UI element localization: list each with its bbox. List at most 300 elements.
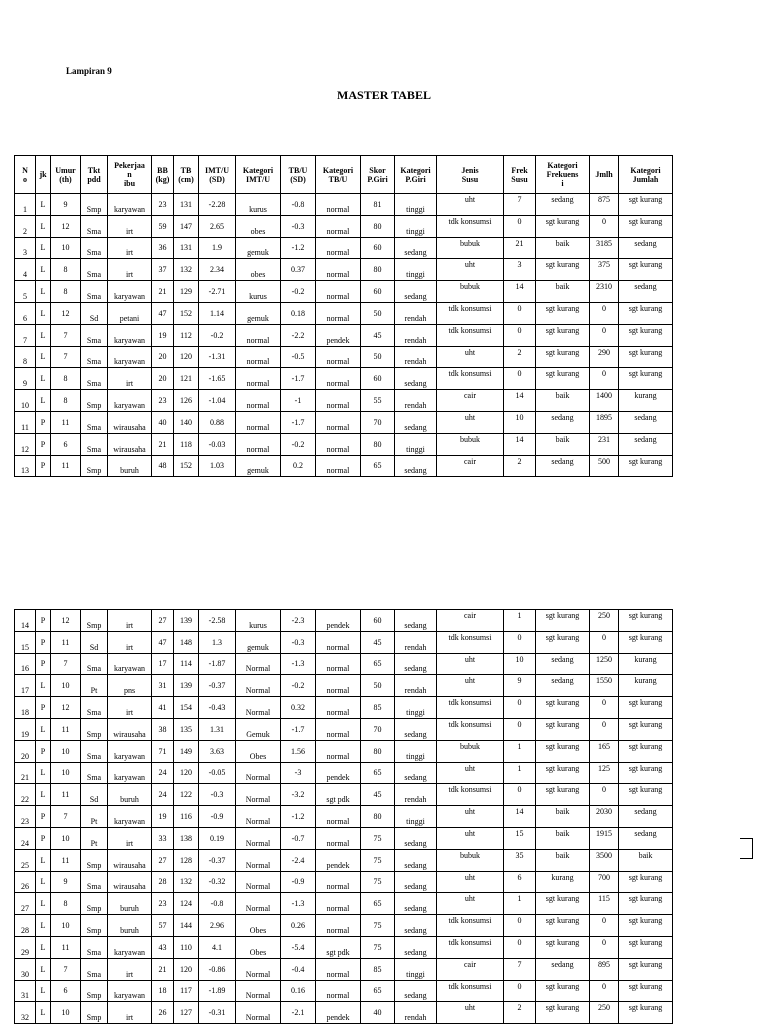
cell-kategori-tb-u: normal [316, 631, 361, 653]
cell-kategori-tb-u: normal [316, 302, 361, 324]
cell-tb: 116 [174, 806, 199, 828]
cell-kategori-p-giri: sedang [395, 871, 437, 893]
cell-overflow-border [740, 838, 753, 859]
cell-kategori-imt-u: normal [236, 433, 281, 455]
cell-jk: P [36, 740, 51, 762]
cell-kategori-frekuensi: sgt kurang [536, 631, 590, 653]
cell-pekerjaan-ibu: wirausaha [108, 849, 152, 871]
cell-pekerjaan-ibu: wirausaha [108, 411, 152, 433]
cell-skor-p-giri: 70 [361, 718, 395, 740]
cell-jk: P [36, 697, 51, 719]
cell-jmlh: 250 [590, 1002, 619, 1024]
cell-pekerjaan-ibu: karyawan [108, 762, 152, 784]
cell-imt-u: -0.9 [199, 806, 236, 828]
cell-skor-p-giri: 40 [361, 1002, 395, 1024]
cell-bb: 48 [152, 455, 174, 477]
cell-jenis-susu: bubuk [437, 237, 504, 259]
cell-kategori-imt-u: Normal [236, 653, 281, 675]
cell-kategori-p-giri: sedang [395, 980, 437, 1002]
cell-jenis-susu: tdk konsumsi [437, 697, 504, 719]
cell-bb: 21 [152, 281, 174, 303]
header-umur: Umur (th) [51, 156, 81, 194]
cell-umur: 11 [51, 455, 81, 477]
cell-kategori-imt-u: gemuk [236, 631, 281, 653]
cell-kategori-tb-u: normal [316, 827, 361, 849]
cell-kategori-tb-u: pendek [316, 324, 361, 346]
cell-bb: 47 [152, 631, 174, 653]
table-row [15, 302, 673, 324]
cell-pekerjaan-ibu: karyawan [108, 194, 152, 216]
cell-jk: L [36, 958, 51, 980]
header-jk: jk [36, 156, 51, 194]
table-row [15, 784, 673, 806]
table-row [15, 653, 673, 675]
cell-kategori-imt-u: gemuk [236, 455, 281, 477]
cell-skor-p-giri: 75 [361, 915, 395, 937]
cell-frek-susu: 14 [504, 281, 536, 303]
cell-kategori-frekuensi: baik [536, 806, 590, 828]
cell-tb: 147 [174, 215, 199, 237]
cell-jk: L [36, 784, 51, 806]
cell-frek-susu: 14 [504, 433, 536, 455]
cell-bb: 27 [152, 610, 174, 632]
cell-tkt-pdd: Sd [81, 784, 108, 806]
cell-frek-susu: 9 [504, 675, 536, 697]
cell-imt-u: 1.31 [199, 718, 236, 740]
cell-jk: L [36, 368, 51, 390]
cell-tb-u: -2.1 [281, 1002, 316, 1024]
cell-jenis-susu: tdk konsumsi [437, 324, 504, 346]
cell-pekerjaan-ibu: irt [108, 1002, 152, 1024]
cell-imt-u: -0.3 [199, 784, 236, 806]
cell-jk: L [36, 980, 51, 1002]
page-title: MASTER TABEL [337, 88, 431, 102]
cell-kategori-tb-u: normal [316, 215, 361, 237]
cell-tb: 120 [174, 958, 199, 980]
cell-pekerjaan-ibu: irt [108, 610, 152, 632]
cell-jk: L [36, 849, 51, 871]
cell-frek-susu: 0 [504, 215, 536, 237]
cell-jmlh: 290 [590, 346, 619, 368]
cell-tb-u: -1 [281, 390, 316, 412]
cell-jenis-susu: uht [437, 675, 504, 697]
cell-kategori-frekuensi: sgt kurang [536, 215, 590, 237]
cell-tkt-pdd: Sma [81, 411, 108, 433]
cell-kategori-imt-u: gemuk [236, 302, 281, 324]
cell-kategori-tb-u: normal [316, 259, 361, 281]
cell-kategori-p-giri: sedang [395, 936, 437, 958]
cell-tb: 139 [174, 610, 199, 632]
cell-jmlh: 0 [590, 784, 619, 806]
cell-kategori-imt-u: normal [236, 324, 281, 346]
cell-kategori-jumlah: sgt kurang [619, 324, 673, 346]
cell-kategori-imt-u: obes [236, 215, 281, 237]
cell-kategori-imt-u: Normal [236, 871, 281, 893]
table-row [15, 631, 673, 653]
cell-jmlh: 0 [590, 697, 619, 719]
header-jmlh: Jmlh [590, 156, 619, 194]
cell-jmlh: 1550 [590, 675, 619, 697]
cell-tb: 132 [174, 259, 199, 281]
cell-jenis-susu: cair [437, 390, 504, 412]
cell-no: 2 [15, 215, 36, 237]
cell-jk: L [36, 346, 51, 368]
table-row [15, 827, 673, 849]
cell-umur: 8 [51, 281, 81, 303]
cell-kategori-tb-u: normal [316, 390, 361, 412]
cell-kategori-imt-u: Normal [236, 958, 281, 980]
cell-jmlh: 125 [590, 762, 619, 784]
header-kategori-frekuensi: Kategori Frekuens i [536, 156, 590, 194]
cell-kategori-frekuensi: sgt kurang [536, 368, 590, 390]
cell-jenis-susu: uht [437, 762, 504, 784]
cell-tb-u: -0.3 [281, 631, 316, 653]
cell-imt-u: -0.03 [199, 433, 236, 455]
cell-tb: 138 [174, 827, 199, 849]
cell-kategori-p-giri: tinggi [395, 740, 437, 762]
cell-kategori-jumlah: sedang [619, 433, 673, 455]
header-kategori-jumlah: Kategori Jumlah [619, 156, 673, 194]
cell-jmlh: 0 [590, 980, 619, 1002]
cell-bb: 18 [152, 980, 174, 1002]
cell-kategori-jumlah: sgt kurang [619, 631, 673, 653]
cell-jmlh: 3500 [590, 849, 619, 871]
cell-jenis-susu: bubuk [437, 849, 504, 871]
cell-tkt-pdd: Pt [81, 806, 108, 828]
cell-no: 5 [15, 281, 36, 303]
cell-bb: 27 [152, 849, 174, 871]
cell-no: 1 [15, 194, 36, 216]
cell-tb-u: -1.2 [281, 806, 316, 828]
cell-no: 27 [15, 893, 36, 915]
cell-tkt-pdd: Smp [81, 893, 108, 915]
cell-tb: 127 [174, 1002, 199, 1024]
table-row [15, 610, 673, 632]
cell-kategori-p-giri: rendah [395, 1002, 437, 1024]
cell-jenis-susu: tdk konsumsi [437, 368, 504, 390]
cell-tkt-pdd: Pt [81, 827, 108, 849]
cell-tkt-pdd: Sma [81, 259, 108, 281]
cell-jenis-susu: tdk konsumsi [437, 980, 504, 1002]
cell-kategori-tb-u: sgt pdk [316, 936, 361, 958]
cell-kategori-jumlah: sgt kurang [619, 610, 673, 632]
cell-tb-u: 0.37 [281, 259, 316, 281]
cell-imt-u: -0.43 [199, 697, 236, 719]
cell-bb: 23 [152, 893, 174, 915]
cell-no: 26 [15, 871, 36, 893]
table-row [15, 237, 673, 259]
cell-kategori-imt-u: Normal [236, 697, 281, 719]
cell-jmlh: 0 [590, 368, 619, 390]
cell-tkt-pdd: Sd [81, 302, 108, 324]
cell-tb-u: -1.2 [281, 237, 316, 259]
cell-jenis-susu: cair [437, 455, 504, 477]
cell-kategori-frekuensi: sedang [536, 194, 590, 216]
header-tkt-pdd: Tkt pdd [81, 156, 108, 194]
cell-pekerjaan-ibu: irt [108, 631, 152, 653]
cell-jenis-susu: bubuk [437, 433, 504, 455]
cell-tb: 132 [174, 871, 199, 893]
cell-kategori-tb-u: normal [316, 675, 361, 697]
cell-kategori-p-giri: sedang [395, 610, 437, 632]
cell-jk: L [36, 259, 51, 281]
cell-umur: 9 [51, 194, 81, 216]
cell-no: 14 [15, 610, 36, 632]
cell-no: 4 [15, 259, 36, 281]
cell-pekerjaan-ibu: irt [108, 237, 152, 259]
cell-jk: P [36, 610, 51, 632]
cell-skor-p-giri: 65 [361, 980, 395, 1002]
cell-frek-susu: 10 [504, 653, 536, 675]
cell-kategori-tb-u: normal [316, 653, 361, 675]
table-row [15, 958, 673, 980]
cell-kategori-p-giri: rendah [395, 675, 437, 697]
cell-imt-u: 4.1 [199, 936, 236, 958]
cell-jenis-susu: uht [437, 806, 504, 828]
cell-tb-u: -1.7 [281, 718, 316, 740]
cell-kategori-jumlah: sgt kurang [619, 215, 673, 237]
cell-kategori-frekuensi: baik [536, 827, 590, 849]
cell-umur: 10 [51, 1002, 81, 1024]
cell-jenis-susu: tdk konsumsi [437, 302, 504, 324]
cell-frek-susu: 35 [504, 849, 536, 871]
cell-bb: 40 [152, 411, 174, 433]
cell-kategori-jumlah: sedang [619, 806, 673, 828]
table-row [15, 980, 673, 1002]
cell-jk: L [36, 936, 51, 958]
cell-pekerjaan-ibu: karyawan [108, 346, 152, 368]
cell-no: 20 [15, 740, 36, 762]
cell-kategori-p-giri: rendah [395, 631, 437, 653]
table-row [15, 806, 673, 828]
cell-jmlh: 250 [590, 610, 619, 632]
cell-kategori-tb-u: normal [316, 346, 361, 368]
cell-tb: 152 [174, 455, 199, 477]
cell-bb: 24 [152, 762, 174, 784]
cell-kategori-imt-u: Normal [236, 762, 281, 784]
cell-jmlh: 895 [590, 958, 619, 980]
cell-jmlh: 115 [590, 893, 619, 915]
cell-frek-susu: 1 [504, 740, 536, 762]
cell-kategori-p-giri: sedang [395, 653, 437, 675]
cell-no: 25 [15, 849, 36, 871]
cell-imt-u: -1.89 [199, 980, 236, 1002]
cell-umur: 11 [51, 936, 81, 958]
cell-pekerjaan-ibu: irt [108, 215, 152, 237]
cell-tkt-pdd: Sma [81, 346, 108, 368]
cell-kategori-tb-u: normal [316, 740, 361, 762]
cell-tb: 128 [174, 849, 199, 871]
cell-jk: L [36, 302, 51, 324]
cell-no: 9 [15, 368, 36, 390]
cell-tkt-pdd: Smp [81, 610, 108, 632]
cell-jk: P [36, 411, 51, 433]
cell-kategori-p-giri: sedang [395, 762, 437, 784]
cell-tkt-pdd: Pt [81, 675, 108, 697]
cell-no: 28 [15, 915, 36, 937]
cell-kategori-tb-u: normal [316, 368, 361, 390]
cell-bb: 43 [152, 936, 174, 958]
cell-skor-p-giri: 50 [361, 675, 395, 697]
table-row [15, 871, 673, 893]
cell-skor-p-giri: 60 [361, 368, 395, 390]
cell-skor-p-giri: 85 [361, 697, 395, 719]
header-kategori-tb-u: Kategori TB/U [316, 156, 361, 194]
cell-tkt-pdd: Sma [81, 215, 108, 237]
cell-no: 18 [15, 697, 36, 719]
cell-no: 30 [15, 958, 36, 980]
table-row [15, 368, 673, 390]
cell-kategori-tb-u: normal [316, 958, 361, 980]
cell-pekerjaan-ibu: buruh [108, 915, 152, 937]
cell-jk: L [36, 215, 51, 237]
table-row [15, 455, 673, 477]
cell-no: 23 [15, 806, 36, 828]
cell-kategori-imt-u: Normal [236, 784, 281, 806]
cell-tb-u: -0.4 [281, 958, 316, 980]
cell-no: 32 [15, 1002, 36, 1024]
cell-jmlh: 700 [590, 871, 619, 893]
cell-bb: 28 [152, 871, 174, 893]
cell-jk: L [36, 893, 51, 915]
cell-kategori-p-giri: rendah [395, 324, 437, 346]
cell-skor-p-giri: 55 [361, 390, 395, 412]
cell-no: 13 [15, 455, 36, 477]
cell-skor-p-giri: 75 [361, 871, 395, 893]
cell-pekerjaan-ibu: karyawan [108, 390, 152, 412]
cell-kategori-imt-u: normal [236, 411, 281, 433]
cell-imt-u: 0.19 [199, 827, 236, 849]
cell-imt-u: -1.31 [199, 346, 236, 368]
cell-tkt-pdd: Smp [81, 390, 108, 412]
table-row [15, 194, 673, 216]
cell-tkt-pdd: Smp [81, 980, 108, 1002]
cell-tkt-pdd: Sma [81, 368, 108, 390]
cell-umur: 7 [51, 653, 81, 675]
cell-pekerjaan-ibu: buruh [108, 784, 152, 806]
cell-tb-u: 0.2 [281, 455, 316, 477]
cell-tb: 139 [174, 675, 199, 697]
cell-skor-p-giri: 65 [361, 653, 395, 675]
cell-umur: 7 [51, 806, 81, 828]
cell-skor-p-giri: 75 [361, 849, 395, 871]
header-imt-u: IMT/U (SD) [199, 156, 236, 194]
cell-umur: 6 [51, 980, 81, 1002]
cell-frek-susu: 7 [504, 194, 536, 216]
cell-no: 21 [15, 762, 36, 784]
table-row [15, 718, 673, 740]
cell-kategori-jumlah: sgt kurang [619, 784, 673, 806]
cell-jmlh: 0 [590, 324, 619, 346]
cell-no: 24 [15, 827, 36, 849]
cell-jmlh: 1250 [590, 653, 619, 675]
cell-bb: 26 [152, 1002, 174, 1024]
cell-jenis-susu: uht [437, 194, 504, 216]
table-row [15, 697, 673, 719]
cell-umur: 9 [51, 871, 81, 893]
cell-jenis-susu: bubuk [437, 740, 504, 762]
cell-jenis-susu: tdk konsumsi [437, 784, 504, 806]
cell-bb: 59 [152, 215, 174, 237]
cell-kategori-frekuensi: baik [536, 390, 590, 412]
cell-jk: L [36, 324, 51, 346]
cell-skor-p-giri: 45 [361, 784, 395, 806]
cell-bb: 57 [152, 915, 174, 937]
cell-kategori-tb-u: pendek [316, 1002, 361, 1024]
cell-tkt-pdd: Sma [81, 958, 108, 980]
cell-umur: 11 [51, 718, 81, 740]
cell-imt-u: -0.37 [199, 849, 236, 871]
cell-pekerjaan-ibu: pns [108, 675, 152, 697]
cell-umur: 10 [51, 740, 81, 762]
cell-umur: 7 [51, 346, 81, 368]
cell-kategori-tb-u: normal [316, 433, 361, 455]
cell-skor-p-giri: 75 [361, 936, 395, 958]
cell-frek-susu: 0 [504, 697, 536, 719]
master-table-part-2 [14, 609, 673, 1024]
cell-tkt-pdd: Sma [81, 697, 108, 719]
cell-kategori-frekuensi: sedang [536, 455, 590, 477]
cell-jmlh: 231 [590, 433, 619, 455]
cell-kategori-p-giri: rendah [395, 302, 437, 324]
cell-umur: 12 [51, 697, 81, 719]
cell-umur: 8 [51, 390, 81, 412]
cell-kategori-frekuensi: sgt kurang [536, 1002, 590, 1024]
cell-imt-u: -0.8 [199, 893, 236, 915]
cell-kategori-frekuensi: sgt kurang [536, 980, 590, 1002]
cell-jk: P [36, 433, 51, 455]
cell-tkt-pdd: Sd [81, 631, 108, 653]
cell-kategori-frekuensi: sgt kurang [536, 346, 590, 368]
cell-skor-p-giri: 65 [361, 893, 395, 915]
cell-frek-susu: 2 [504, 455, 536, 477]
cell-kategori-frekuensi: sgt kurang [536, 762, 590, 784]
cell-kategori-imt-u: Obes [236, 740, 281, 762]
cell-jenis-susu: uht [437, 411, 504, 433]
cell-skor-p-giri: 70 [361, 411, 395, 433]
cell-kategori-tb-u: normal [316, 806, 361, 828]
cell-bb: 47 [152, 302, 174, 324]
cell-kategori-jumlah: sgt kurang [619, 718, 673, 740]
cell-kategori-frekuensi: sgt kurang [536, 936, 590, 958]
cell-umur: 11 [51, 849, 81, 871]
cell-pekerjaan-ibu: irt [108, 697, 152, 719]
cell-umur: 10 [51, 237, 81, 259]
cell-kategori-tb-u: normal [316, 915, 361, 937]
cell-jenis-susu: cair [437, 958, 504, 980]
cell-frek-susu: 0 [504, 784, 536, 806]
cell-tkt-pdd: Smp [81, 915, 108, 937]
cell-kategori-jumlah: kurang [619, 390, 673, 412]
cell-tb-u: 1.56 [281, 740, 316, 762]
table-row [15, 675, 673, 697]
cell-kategori-p-giri: rendah [395, 390, 437, 412]
cell-jk: L [36, 281, 51, 303]
cell-skor-p-giri: 80 [361, 740, 395, 762]
cell-kategori-jumlah: sgt kurang [619, 893, 673, 915]
cell-pekerjaan-ibu: karyawan [108, 980, 152, 1002]
cell-umur: 6 [51, 433, 81, 455]
cell-bb: 36 [152, 237, 174, 259]
cell-skor-p-giri: 65 [361, 762, 395, 784]
table-row [15, 433, 673, 455]
cell-tb: 149 [174, 740, 199, 762]
cell-kategori-p-giri: sedang [395, 411, 437, 433]
cell-tkt-pdd: Sma [81, 740, 108, 762]
cell-kategori-tb-u: normal [316, 980, 361, 1002]
cell-frek-susu: 1 [504, 762, 536, 784]
cell-kategori-frekuensi: baik [536, 849, 590, 871]
